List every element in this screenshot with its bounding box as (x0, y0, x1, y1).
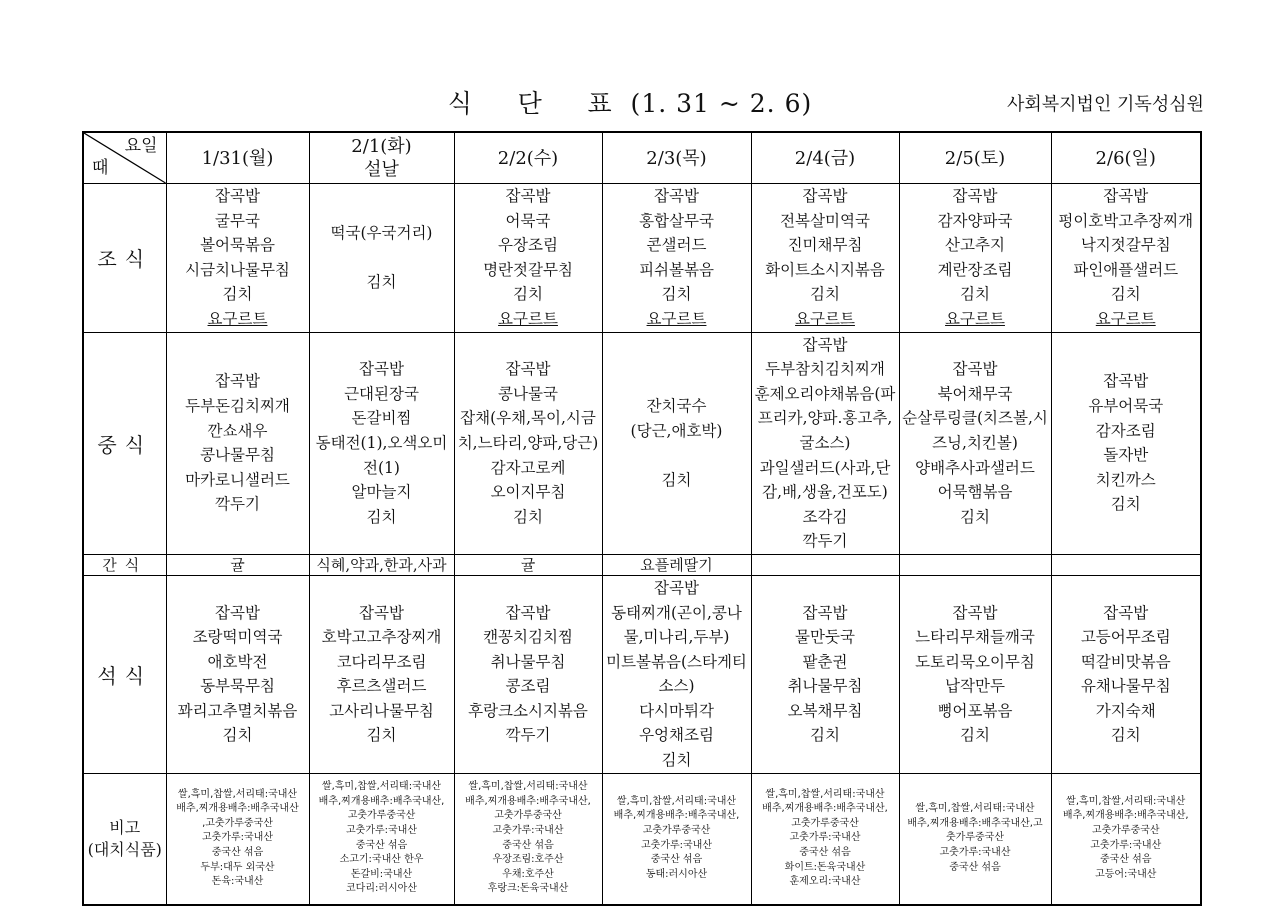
menu-item: 잡곡밥 (359, 603, 404, 622)
menu-item: 펑이호박고추장찌개 (1058, 211, 1194, 230)
menu-item: 잡곡밥 (359, 360, 404, 379)
menu-item: 굴무국 (215, 211, 260, 230)
origin-note-line: 고춧가루중국산 (642, 825, 711, 837)
menu-item: 오이지무침 (490, 483, 566, 502)
menu-item: 과일샐러드(사과,단 (759, 458, 891, 477)
menu-item: 물,미나리,두부) (623, 628, 730, 647)
day-date: 2/6(일) (1095, 147, 1156, 169)
origin-note-line: 고춧가루중국산 (347, 810, 416, 822)
origin-note-line: 고춧가루중국산 (1091, 825, 1160, 837)
origin-note-line: 중국산 섞음 (799, 846, 851, 858)
menu-item: 감자고로케 (490, 458, 566, 477)
menu-item: 잡채(우채,목이,시금 (460, 409, 596, 428)
origin-note-line: 중국산 섞음 (502, 839, 554, 851)
menu-item: 잡곡밥 (952, 603, 998, 622)
menu-item: 김치 (661, 470, 692, 489)
menu-item: 깍두기 (215, 495, 260, 514)
day-date: 2/5(토) (944, 147, 1006, 169)
notes-cell (751, 773, 899, 905)
origin-note-line: 춧가루중국산 (946, 832, 1004, 844)
menu-item: 김치 (960, 726, 990, 745)
snack-cell: 요플레딸기 (602, 554, 751, 575)
menu-item: 깍두기 (802, 532, 848, 551)
menu-item: 감자양파국 (937, 211, 1013, 230)
notes-cell (602, 773, 751, 905)
menu-item: 잡곡밥 (654, 187, 699, 205)
dinner-cell (454, 575, 602, 773)
menu-item: 유부어묵국 (1088, 397, 1164, 416)
menu-item: 잡곡밥 (952, 187, 998, 205)
lunch-cell (166, 332, 309, 554)
origin-note-line: 동태:러시아산 (645, 868, 708, 880)
menu-item: 취나물무침 (490, 652, 566, 671)
menu-item: 김치 (960, 507, 990, 526)
menu-item: 알마늘지 (351, 483, 412, 502)
notes-row (83, 773, 1201, 905)
origin-note-line: 고등어:국내산 (1095, 868, 1157, 880)
menu-item: 양배추사과샐러드 (915, 458, 1035, 477)
menu-item: 팥춘권 (802, 652, 848, 671)
menu-item: 콩나물무침 (200, 446, 275, 465)
origin-note-line: 배추,찌개용배추:배추국내산, (1062, 810, 1189, 822)
menu-item: 후랑크소시지볶음 (468, 701, 588, 720)
dinner-cell (1051, 575, 1201, 773)
origin-note-line: 중국산 섞음 (355, 839, 408, 851)
menu-item: 전복살미역국 (780, 211, 870, 230)
menu-item: (당근,애호박) (630, 421, 723, 440)
menu-item: 깐쇼새우 (207, 421, 268, 440)
corner-meal-label: 때 (92, 158, 109, 178)
menu-item: 치,느타리,양파,당근) (457, 433, 599, 452)
menu-item: 잡곡밥 (802, 603, 848, 622)
lunch-cell (751, 332, 899, 554)
origin-note-line: 중국산 섞음 (1100, 854, 1152, 866)
menu-item: 가지숙채 (1095, 701, 1156, 720)
menu-item: 소스) (658, 677, 695, 696)
day-header (166, 132, 309, 184)
menu-item: 김치 (661, 285, 692, 304)
menu-item: 김치 (222, 726, 253, 745)
menu-item: 전(1) (363, 458, 400, 477)
origin-note-line: 쌀,흑미,찹쌀,서리태:국내산 (616, 795, 737, 807)
menu-item: 산고추지 (945, 236, 1005, 255)
menu-item: 뻥어포볶음 (937, 701, 1013, 720)
menu-item: 요구르트 (207, 309, 268, 328)
menu-item: 요구르트 (1095, 309, 1156, 328)
menu-item: 잡곡밥 (215, 372, 260, 391)
organization-name: 사회복지법인 기독성심원 (1007, 94, 1204, 115)
snack-cell: 귤 (166, 554, 309, 575)
page-title: 식 단 표 (1. 31 ~ 2. 6) (447, 89, 813, 118)
menu-item: 조각김 (802, 507, 848, 526)
menu-item: 콩조림 (505, 677, 551, 696)
origin-note-line: 고춧가루:국내산 (641, 839, 712, 851)
menu-item: 잡곡밥 (215, 187, 260, 205)
menu-item: 물만둣국 (795, 628, 855, 647)
menu-item: 요구르트 (498, 309, 558, 328)
breakfast-cell (602, 184, 751, 333)
notes-label-line: (대치식품) (87, 839, 162, 859)
menu-item: 조랑떡미역국 (192, 628, 283, 647)
menu-item: 파인애플샐러드 (1073, 260, 1179, 279)
dinner-cell (309, 575, 454, 773)
notes-label (83, 773, 166, 905)
origin-note-line: 배추,찌개용배추:배추국내산, (762, 803, 888, 815)
menu-item: 유채나물무침 (1080, 677, 1171, 696)
origin-note-line: 고춧가루:국내산 (492, 825, 564, 837)
menu-item: 김치 (810, 285, 840, 304)
menu-item: 프리카,양파.홍고추, (757, 409, 893, 428)
menu-item: 잡곡밥 (505, 360, 551, 379)
origin-note-line: 쌀,흑미,찹쌀,서리태:국내산 (177, 788, 298, 800)
day-header (751, 132, 899, 184)
menu-item: 잡곡밥 (215, 603, 260, 622)
menu-item: 캔꽁치김치찜 (483, 628, 573, 647)
notes-cell (166, 773, 309, 905)
breakfast-cell (751, 184, 899, 333)
menu-item: 화이트소시지볶음 (765, 260, 885, 279)
origin-note-line: 쌀,흑미,찹쌀,서리태:국내산 (1066, 795, 1186, 807)
menu-item: 근대된장국 (344, 384, 419, 403)
day-header (602, 132, 751, 184)
day-date: 2/2(수) (497, 147, 559, 169)
menu-item: 잡곡밥 (1103, 372, 1149, 391)
menu-item: 홍합살무국 (639, 211, 714, 230)
menu-item: 취나물무침 (787, 677, 863, 696)
day-header (899, 132, 1051, 184)
breakfast-cell (1051, 184, 1201, 333)
menu-item (312, 245, 452, 270)
origin-note-line: 고춧가루:국내산 (939, 846, 1011, 858)
notes-cell (454, 773, 602, 905)
menu-item: 납작만두 (945, 677, 1005, 696)
holiday-note: 설날 (364, 159, 399, 180)
lunch-cell (309, 332, 454, 554)
dinner-cell (166, 575, 309, 773)
menu-item: 고사리나물무침 (329, 701, 434, 720)
day-header (309, 132, 454, 184)
origin-note-line: 쌀,흑미,찹쌀,서리태:국내산 (321, 781, 442, 793)
menu-item: 잡곡밥 (952, 360, 998, 379)
menu-item: 콘샐러드 (646, 236, 707, 255)
menu-item: 김치 (222, 285, 253, 304)
menu-item: 돈갈비찜 (351, 409, 412, 428)
menu-item: 다시마튀각 (639, 701, 714, 720)
menu-item: 계란장조림 (937, 260, 1013, 279)
menu-item: 치킨까스 (1095, 470, 1156, 489)
menu-item: 시금치나물무침 (185, 260, 290, 279)
menu-item: 잔치국수 (646, 397, 707, 416)
menu-item: 요구르트 (646, 309, 707, 328)
menu-item: 떡국(우국거리) (330, 223, 433, 242)
menu-item: 김치 (1110, 285, 1141, 304)
menu-item: 김치 (661, 751, 692, 770)
menu-item: 돌자반 (1103, 446, 1149, 465)
menu-item: 굴소스) (799, 433, 851, 452)
origin-note-line: 우장조림:호주산 (492, 854, 564, 866)
menu-item: 요구르트 (945, 309, 1005, 328)
breakfast-cell (454, 184, 602, 333)
lunch-label: 중식 (83, 332, 166, 554)
day-date: 2/1(화) (351, 136, 412, 157)
menu-item: 진미채무침 (787, 236, 863, 255)
snack-cell: 식혜,약과,한과,사과 (309, 554, 454, 575)
menu-item: 고등어무조림 (1080, 628, 1171, 647)
origin-note-line: 고춧가루중국산 (494, 810, 562, 822)
breakfast-cell (166, 184, 309, 333)
menu-item: 김치 (513, 507, 543, 526)
menu-item: 잡곡밥 (654, 578, 699, 597)
menu-item: 훈제오리야채볶음(파 (754, 384, 896, 403)
day-date: 2/4(금) (794, 147, 856, 169)
origin-note-line: 돈육:국내산 (211, 876, 264, 888)
menu-item: 잡곡밥 (802, 335, 848, 354)
dinner-cell (751, 575, 899, 773)
menu-item: 김치 (810, 726, 840, 745)
day-date: 1/31(월) (201, 147, 274, 169)
origin-note-line: ,고춧가루중국산 (202, 817, 273, 829)
origin-note-line: 고춧가루:국내산 (346, 825, 417, 837)
menu-item: 애호박전 (207, 652, 268, 671)
origin-note-line: 중국산 섞음 (949, 861, 1001, 873)
dinner-cell (602, 575, 751, 773)
menu-item: 우엉채조림 (639, 726, 714, 745)
menu-item: 꽈리고추멸치볶음 (177, 701, 298, 720)
origin-note-line: 배추,찌개용배추:배추국내산, (465, 795, 591, 807)
origin-note-line: 돈갈비:국내산 (350, 868, 413, 880)
menu-item: 잡곡밥 (1103, 603, 1149, 622)
menu-item: 동태찌개(곤이,콩나 (611, 603, 742, 622)
origin-note-line: 고춧가루중국산 (791, 817, 859, 829)
notes-cell (309, 773, 454, 905)
menu-item: 순살루링클(치즈볼,시 (902, 409, 1048, 428)
menu-item: 감,배,생율,건포도) (762, 483, 888, 502)
origin-note-line: 고춧가루:국내산 (202, 832, 273, 844)
origin-note-line: 우채:호주산 (502, 868, 554, 880)
menu-item: 감자조림 (1095, 421, 1156, 440)
notes-label-line: 비고 (109, 817, 141, 837)
origin-note-line: 화이트:돈육국내산 (784, 861, 866, 873)
menu-item: 후르츠샐러드 (336, 677, 427, 696)
menu-item: 떡갈비맛볶음 (1080, 652, 1171, 671)
menu-item: 김치 (366, 273, 397, 292)
lunch-cell (1051, 332, 1201, 554)
origin-note-line: 후랑크:돈육국내산 (487, 883, 569, 895)
lunch-cell (454, 332, 602, 554)
menu-item: 잡곡밥 (505, 603, 551, 622)
menu-item: 두부돈김치찌개 (185, 397, 290, 416)
breakfast-cell (899, 184, 1051, 333)
day-date: 2/3(목) (646, 147, 707, 169)
day-header (454, 132, 602, 184)
notes-cell (899, 773, 1051, 905)
menu-item: 미트볼볶음(스타게티 (606, 652, 747, 671)
day-header (1051, 132, 1201, 184)
origin-note-line: 소고기:국내산 한우 (339, 854, 424, 866)
menu-item: 김치 (1110, 726, 1141, 745)
dinner-row (83, 575, 1201, 773)
menu-item: 낙지젓갈무침 (1080, 236, 1171, 255)
origin-note-line: 쌀,흑미,찹쌀,서리태:국내산 (765, 788, 885, 800)
origin-note-line: 배추,찌개용배추:배추국내산,고 (907, 817, 1043, 829)
origin-note-line: 쌀,흑미,찹쌀,서리태:국내산 (468, 781, 588, 793)
origin-note-line: 중국산 섞음 (211, 846, 264, 858)
origin-note-line: 고춧가루:국내산 (1090, 839, 1162, 851)
menu-item: 잡곡밥 (1103, 187, 1149, 205)
snack-cell (751, 554, 899, 575)
snack-cell (899, 554, 1051, 575)
menu-item: 깍두기 (505, 726, 551, 745)
origin-note-line: 코다리:러시아산 (346, 883, 417, 895)
corner-cell (83, 132, 166, 184)
origin-note-line: 배추,찌개용배추:배추국내산, (613, 810, 740, 822)
header-row (83, 132, 1201, 184)
snack-row (83, 554, 1201, 575)
menu-item: 마카로니샐러드 (185, 470, 290, 489)
menu-item: 어묵햄볶음 (937, 483, 1013, 502)
menu-item: 잡곡밥 (802, 187, 848, 205)
menu-item: 요구르트 (795, 309, 855, 328)
menu-item: 김치 (960, 285, 990, 304)
breakfast-row (83, 184, 1201, 333)
menu-item: 코다리무조림 (336, 652, 427, 671)
menu-item: 우장조림 (498, 236, 558, 255)
origin-note-line: 배추,찌개용배추:배추국내산 (176, 803, 299, 815)
origin-note-line: 쌀,흑미,찹쌀,서리태:국내산 (915, 803, 1035, 815)
snack-cell (1051, 554, 1201, 575)
menu-item: 호박고고추장찌개 (321, 628, 442, 647)
menu-item: 오복채무침 (787, 701, 863, 720)
menu-item: 김치 (366, 726, 397, 745)
menu-item: 콩나물국 (498, 384, 558, 403)
menu-item: 김치 (1110, 495, 1141, 514)
origin-note-line: 고춧가루:국내산 (789, 832, 861, 844)
origin-note-line: 훈제오리:국내산 (789, 876, 861, 888)
breakfast-label: 조식 (83, 184, 166, 333)
menu-item: 잡곡밥 (505, 187, 551, 205)
menu-item: 도토리묵오이무침 (915, 652, 1035, 671)
corner-day-label: 요일 (124, 136, 158, 156)
snack-cell: 귤 (454, 554, 602, 575)
notes-cell (1051, 773, 1201, 905)
dinner-cell (899, 575, 1051, 773)
origin-note-line: 중국산 섞음 (650, 854, 703, 866)
lunch-row (83, 332, 1201, 554)
weekly-menu-table (82, 131, 1202, 906)
menu-item: 두부참치김치찌개 (765, 360, 885, 379)
breakfast-cell (309, 184, 454, 333)
menu-item: 동태전(1),오색오미 (315, 433, 448, 452)
menu-item: 어묵국 (505, 211, 551, 230)
menu-item: 명란젓갈무침 (483, 260, 573, 279)
origin-note-line: 배추,찌개용배추:배추국내산, (318, 795, 445, 807)
menu-item (605, 443, 749, 468)
lunch-cell (602, 332, 751, 554)
menu-item: 김치 (366, 507, 397, 526)
snack-label: 간식 (83, 554, 166, 575)
menu-item: 피쉬볼볶음 (639, 260, 714, 279)
menu-item: 북어채무국 (937, 384, 1013, 403)
menu-item: 즈닝,치킨볼) (932, 433, 1018, 452)
menu-item: 동부묵무침 (200, 677, 275, 696)
menu-item: 볼어묵볶음 (200, 236, 275, 255)
menu-item: 김치 (513, 285, 543, 304)
menu-item: 느타리무채들깨국 (915, 628, 1035, 647)
origin-note-line: 두부:대두 외국산 (200, 861, 275, 873)
lunch-cell (899, 332, 1051, 554)
dinner-label: 석식 (83, 575, 166, 773)
